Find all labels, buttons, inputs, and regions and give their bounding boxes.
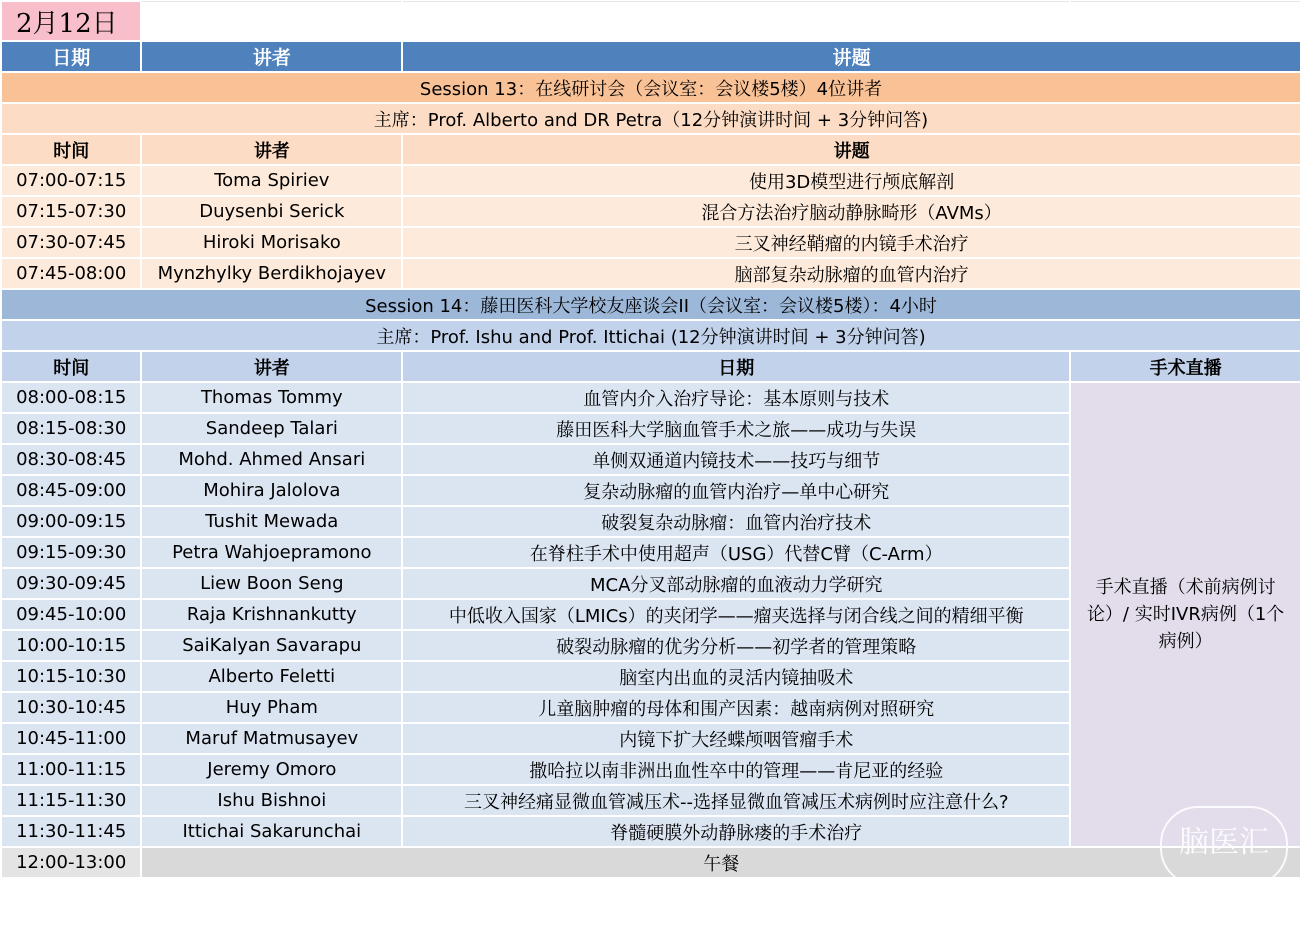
row-speaker: Duysenbi Serick — [141, 196, 402, 227]
row-speaker: Ittichai Sakarunchai — [141, 816, 402, 847]
row-topic: 在脊柱手术中使用超声（USG）代替C臂（C-Arm） — [402, 537, 1070, 568]
row-time: 07:15-07:30 — [1, 196, 141, 227]
row-time: 09:30-09:45 — [1, 568, 141, 599]
row-speaker: Alberto Feletti — [141, 661, 402, 692]
row-topic: 儿童脑肿瘤的母体和围产因素：越南病例对照研究 — [402, 692, 1070, 723]
blank-cell — [1070, 1, 1301, 41]
row-time: 07:00-07:15 — [1, 165, 141, 196]
row-time: 10:30-10:45 — [1, 692, 141, 723]
row-time: 09:45-10:00 — [1, 599, 141, 630]
row-speaker: Petra Wahjoepramono — [141, 537, 402, 568]
header-speaker: 讲者 — [141, 41, 402, 72]
row-topic: 混合方法治疗脑动静脉畸形（AVMs） — [402, 196, 1301, 227]
session14-title-row — [1, 289, 1301, 320]
row-speaker: Liew Boon Seng — [141, 568, 402, 599]
lunch-row — [1, 847, 1301, 878]
row-time: 09:15-09:30 — [1, 537, 141, 568]
session13-chair-row — [1, 103, 1301, 134]
session13-header-row — [1, 134, 1301, 165]
session13-chair: 主席：Prof. Alberto and DR Petra（12分钟演讲时间 + 3分钟问答) — [1, 103, 1301, 134]
row-time: 11:30-11:45 — [1, 816, 141, 847]
row-topic: 内镜下扩大经蝶颅咽管瘤手术 — [402, 723, 1070, 754]
row-topic: 复杂动脉瘤的血管内治疗—单中心研究 — [402, 475, 1070, 506]
blank-cell — [141, 1, 402, 41]
top-header-row — [1, 41, 1301, 72]
row-time: 10:45-11:00 — [1, 723, 141, 754]
lunch-time: 12:00-13:00 — [1, 847, 141, 878]
date-label: 2月12日 — [1, 1, 141, 41]
lunch-label: 午餐 — [141, 847, 1301, 878]
date-row — [1, 1, 1301, 41]
session14-header-speaker: 讲者 — [141, 351, 402, 382]
session14-header-time: 时间 — [1, 351, 141, 382]
row-topic: 血管内介入治疗导论：基本原则与技术 — [402, 382, 1070, 413]
row-time: 08:45-09:00 — [1, 475, 141, 506]
blank-cell — [402, 1, 1070, 41]
row-speaker: Ishu Bishnoi — [141, 785, 402, 816]
row-topic: 破裂复杂动脉瘤：血管内治疗技术 — [402, 506, 1070, 537]
row-time: 08:30-08:45 — [1, 444, 141, 475]
watermark-logo: 脑医汇 — [1160, 806, 1288, 886]
session13-title: Session 13：在线研讨会（会议室：会议楼5楼）4位讲者 — [1, 72, 1301, 103]
row-topic: 单侧双通道内镜技术——技巧与细节 — [402, 444, 1070, 475]
row-topic: 藤田医科大学脑血管手术之旅——成功与失误 — [402, 413, 1070, 444]
header-date: 日期 — [1, 41, 141, 72]
row-topic: 撒哈拉以南非洲出血性卒中的管理——肯尼亚的经验 — [402, 754, 1070, 785]
table-row — [1, 258, 1301, 289]
session13-header-topic: 讲题 — [402, 134, 1301, 165]
row-speaker: Huy Pham — [141, 692, 402, 723]
header-topic: 讲题 — [402, 41, 1301, 72]
table-row — [1, 165, 1301, 196]
row-speaker: Toma Spiriev — [141, 165, 402, 196]
row-speaker: Raja Krishnankutty — [141, 599, 402, 630]
row-topic: MCA分叉部动脉瘤的血液动力学研究 — [402, 568, 1070, 599]
row-topic: 破裂动脉瘤的优劣分析——初学者的管理策略 — [402, 630, 1070, 661]
table-row — [1, 382, 1301, 413]
row-speaker: Maruf Matmusayev — [141, 723, 402, 754]
row-speaker: Mohira Jalolova — [141, 475, 402, 506]
session14-header-row — [1, 351, 1301, 382]
row-time: 11:15-11:30 — [1, 785, 141, 816]
live-surgery-cell: 手术直播（术前病例讨论）/ 实时IVR病例（1个病例） — [1070, 382, 1301, 847]
session13-header-time: 时间 — [1, 134, 141, 165]
session14-chair: 主席：Prof. Ishu and Prof. Ittichai (12分钟演讲时间 + 3分钟问答) — [1, 320, 1301, 351]
row-topic: 三叉神经鞘瘤的内镜手术治疗 — [402, 227, 1301, 258]
session14-chair-row — [1, 320, 1301, 351]
session13-header-speaker: 讲者 — [141, 134, 402, 165]
session14-title: Session 14：藤田医科大学校友座谈会II（会议室：会议楼5楼）：4小时 — [1, 289, 1301, 320]
row-speaker: Tushit Mewada — [141, 506, 402, 537]
table-row — [1, 227, 1301, 258]
row-topic: 脑部复杂动脉瘤的血管内治疗 — [402, 258, 1301, 289]
row-topic: 三叉神经痛显微血管减压术--选择显微血管减压术病例时应注意什么? — [402, 785, 1070, 816]
row-time: 08:15-08:30 — [1, 413, 141, 444]
row-time: 07:30-07:45 — [1, 227, 141, 258]
row-speaker: Mynzhylky Berdikhojayev — [141, 258, 402, 289]
session14-header-topic: 日期 — [402, 351, 1070, 382]
row-time: 10:15-10:30 — [1, 661, 141, 692]
session13-title-row — [1, 72, 1301, 103]
row-time: 08:00-08:15 — [1, 382, 141, 413]
row-time: 07:45-08:00 — [1, 258, 141, 289]
row-speaker: Sandeep Talari — [141, 413, 402, 444]
row-time: 11:00-11:15 — [1, 754, 141, 785]
row-topic: 使用3D模型进行颅底解剖 — [402, 165, 1301, 196]
row-speaker: Hiroki Morisako — [141, 227, 402, 258]
session14-header-live: 手术直播 — [1070, 351, 1301, 382]
row-topic: 脑室内出血的灵活内镜抽吸术 — [402, 661, 1070, 692]
row-speaker: Jeremy Omoro — [141, 754, 402, 785]
row-topic: 脊髓硬膜外动静脉瘘的手术治疗 — [402, 816, 1070, 847]
row-speaker: SaiKalyan Savarapu — [141, 630, 402, 661]
row-topic: 中低收入国家（LMICs）的夹闭学——瘤夹选择与闭合线之间的精细平衡 — [402, 599, 1070, 630]
row-speaker: Mohd. Ahmed Ansari — [141, 444, 402, 475]
table-row — [1, 196, 1301, 227]
row-time: 10:00-10:15 — [1, 630, 141, 661]
row-time: 09:00-09:15 — [1, 506, 141, 537]
row-speaker: Thomas Tommy — [141, 382, 402, 413]
